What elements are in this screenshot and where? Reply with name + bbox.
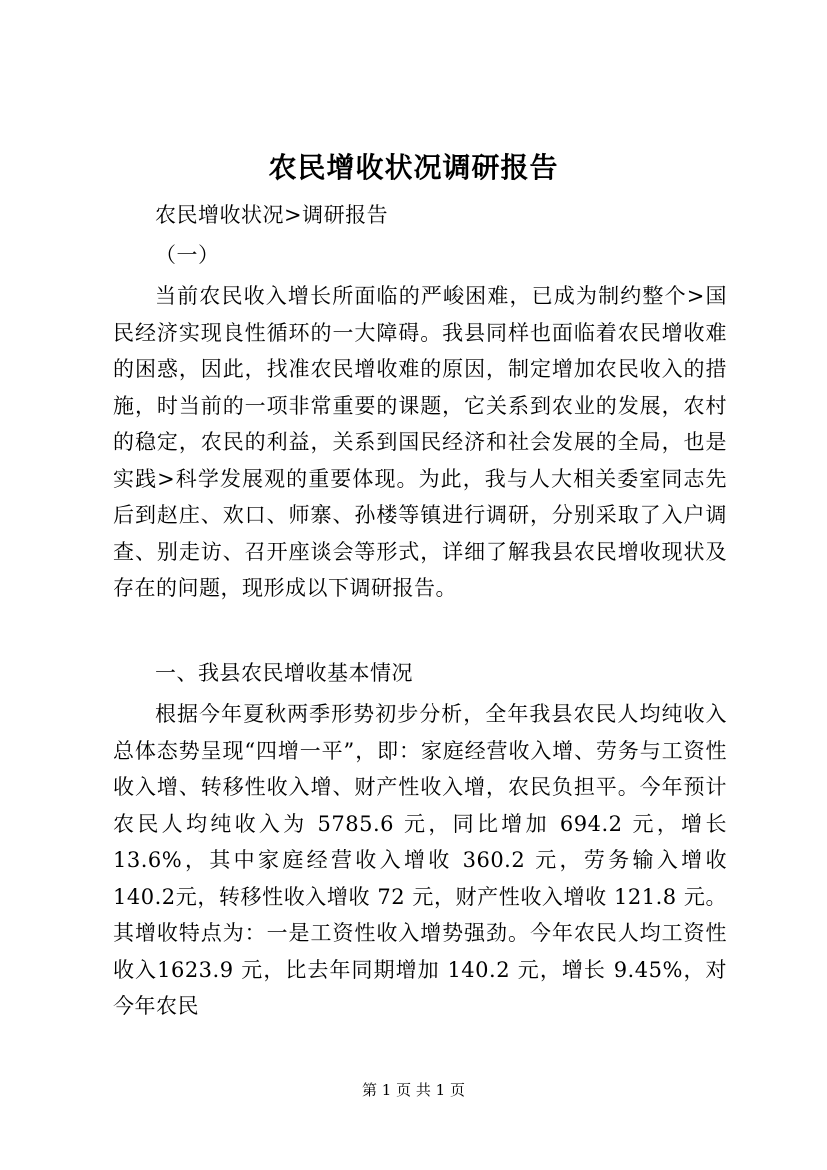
document-subtitle: 农民增收状况>调研报告 bbox=[155, 203, 389, 227]
body-paragraph: 根据今年夏秋两季形势初步分析，全年我县农民人均纯收入总体态势呈现“四增一平”，即：家庭经营收入增、劳务与工资性收入增、转移性收入增、财产性收入增，农民负担平。今年预计农民人均纯收入为 5785.6 元，同比增加 694.2 元，增长13.6%，其中家庭经营收入增收 360.2 元，劳务输入增收 140.2元，转移性收入增收 72 元，财产性收入增收 121.8 元。其增收特点为：一是工资性收入增势强劲。今年农民人均工资性收入1623.9 元，比去年同期增加 140.2 元，增长 9.45%，对今年农民 bbox=[113, 702, 727, 1018]
page-footer: 第 1 页 共 1 页 bbox=[362, 1081, 465, 1099]
document-title: 农民增收状况调研报告 bbox=[268, 151, 559, 184]
section-heading: 一、我县农民增收基本情况 bbox=[155, 661, 413, 685]
intro-paragraph: 当前农民收入增长所面临的严峻困难，已成为制约整个>国民经济实现良性循环的一大障碍。我县同样也面临着农民增收难的困惑，因此，找准农民增收难的原因，制定增加农民收入的措施，时当前的一项非常重要的课题，它关系到农业的发展，农村的稳定，农民的利益，关系到国民经济和社会发展的全局，也是实践>科学发展观的重要体现。为此，我与人大相关委室同志先后到赵庄、欢口、师寨、孙楼等镇进行调研，分别采取了入户调查、别走访、召开座谈会等形式，详细了解我县农民增收现状及存在的问题，现形成以下调研报告。 bbox=[113, 284, 727, 600]
section-enumeration: （一） bbox=[155, 243, 220, 267]
